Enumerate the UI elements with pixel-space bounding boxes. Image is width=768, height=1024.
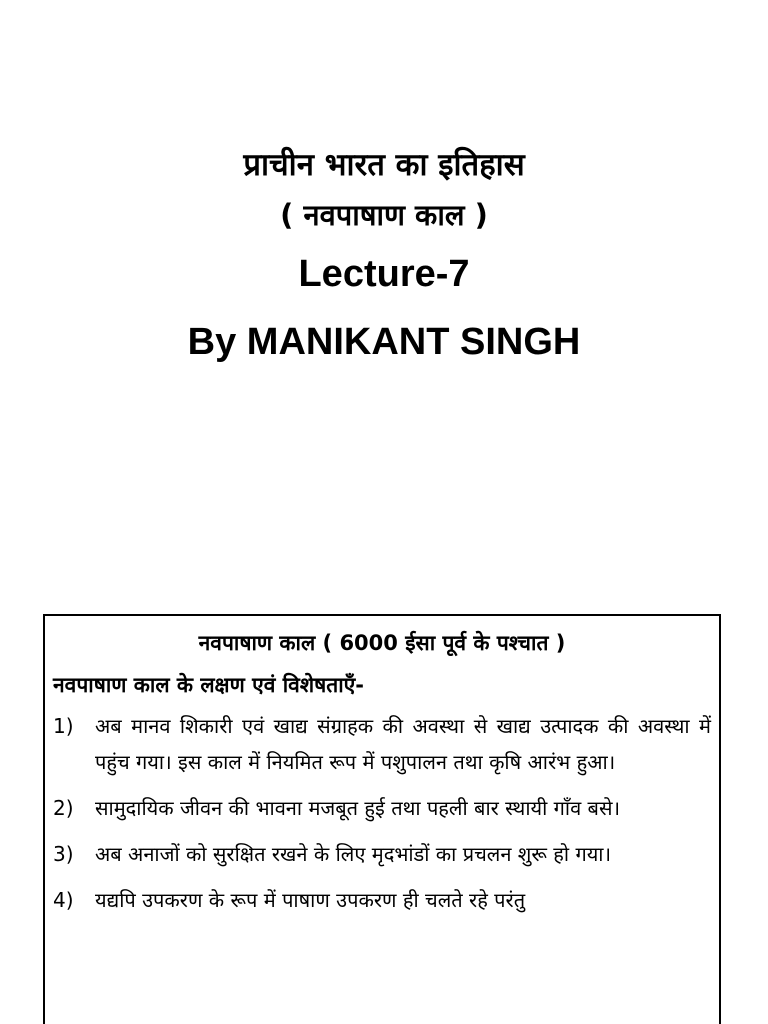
box-heading: नवपाषाण काल ( 6000 ईसा पूर्व के पश्चात ): [198, 631, 566, 655]
title-block: [0, 140, 768, 376]
list-item: [53, 836, 711, 872]
lecture-number: Lecture-7: [298, 253, 470, 295]
list-item-number: 1): [53, 714, 74, 738]
hindi-subtitle: ( नवपाषाण काल ): [280, 198, 488, 232]
list-item-text: अब अनाजों को सुरक्षित रखने के लिए मृदभांडों का प्रचलन शुरू हो गया।: [95, 842, 612, 866]
list-item: [53, 882, 711, 918]
list-item-number: 3): [53, 842, 74, 866]
list-item: [53, 708, 711, 780]
list-item: [53, 790, 711, 826]
hindi-title: प्राचीन भारत का इतिहास: [243, 147, 525, 183]
list-item-number: 4): [53, 888, 74, 912]
content-box: [43, 614, 721, 1024]
list-item-number: 2): [53, 796, 74, 820]
list-item-text: यद्यपि उपकरण के रूप में पाषाण उपकरण ही चलते रहे परंतु: [95, 888, 526, 912]
list-item-text: अब मानव शिकारी एवं खाद्य संग्राहक की अवस्था से खाद्य उत्पादक की अवस्था में पहुंच गया। इस काल में नियमित रूप में पशुपालन तथा कृषि आरंभ हुआ।: [95, 714, 711, 774]
list-item-text: सामुदायिक जीवन की भावना मजबूत हुई तथा पहली बार स्थायी गाँव बसे।: [95, 796, 621, 820]
author-line: By MANIKANT SINGH: [187, 321, 581, 363]
box-subheading: नवपाषाण काल के लक्षण एवं विशेषताएँ-: [53, 673, 364, 697]
